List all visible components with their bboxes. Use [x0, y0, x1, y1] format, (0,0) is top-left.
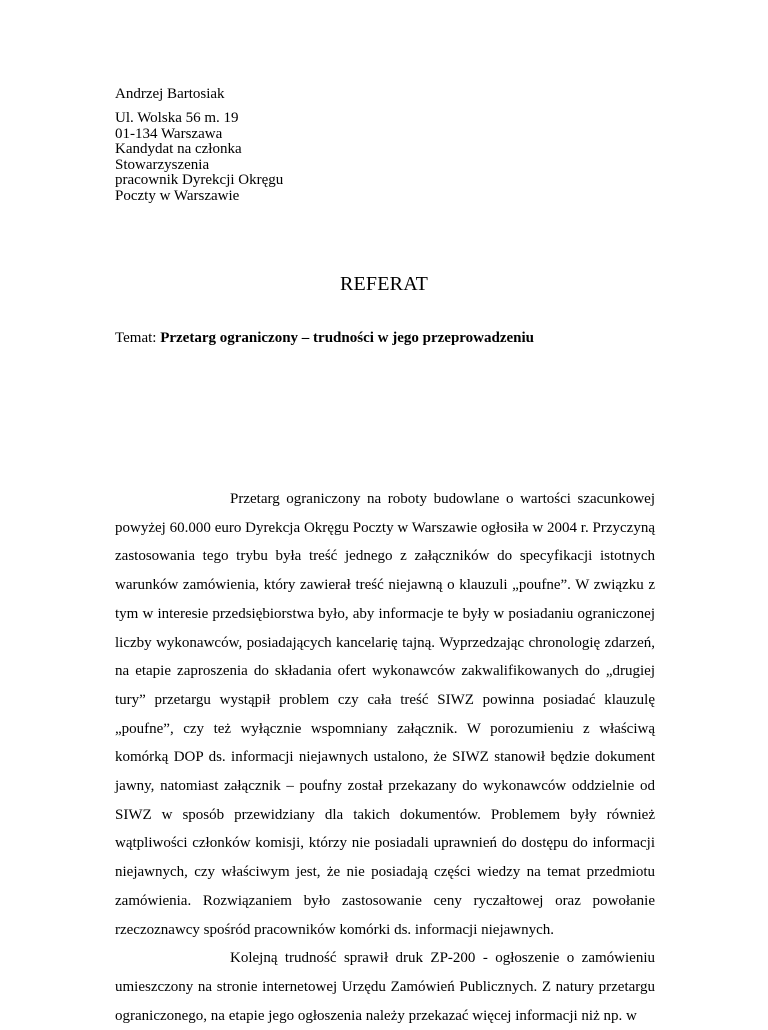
- address-line: Kandydat na członka: [115, 141, 242, 158]
- address-line: 01-134 Warszawa: [115, 125, 223, 142]
- body-text: [115, 485, 655, 1030]
- paragraph: Przetarg ograniczony na roboty budowlane o wartości szacunkowej powyżej 60.000 euro Dyrekcja Okręgu Poczty w Warszawie ogłosiła w 2004 r. Przyczyną zastosowania tego trybu była treść jednego z załączników do specyfikacji istotnych warunków zamówienia, który zawierał treść niejawną o klauzuli „poufne”. W związku z tym w interesie przedsiębiorstwa było, aby informacje te były w posiadaniu ograniczonej liczby wykonawców, posiadających kancelarię tajną. Wyprzedzając chronologię zdarzeń, na etapie zaproszenia do składania ofert wykonawców zakwalifikowanych do „drugiej tury” przetargu wystąpił problem czy cała treść SIWZ powinna posiadać klauzulę „poufne”, czy też wyłącznie wspomniany załącznik. W porozumieniu z właściwą komórką DOP ds. informacji niejawnych ustalono, że SIWZ stanowił będzie dokument jawny, natomiast załącznik – poufny został przekazany do wykonawców oddzielnie od SIWZ w sposób przewidziany dla takich dokumentów. Problemem były również wątpliwości członków komisji, którzy nie posiadali uprawnień do dostępu do informacji niejawnych, czy właściwym jest, że nie posiadają części wiedzy na temat przedmiotu zamówienia. Rozwiązaniem było zastosowanie ceny ryczałtowej oraz powołanie rzeczoznawcy spośród pracowników komórki ds. informacji niejawnych.: [115, 491, 655, 938]
- address-line: Poczty w Warszawie: [115, 187, 240, 204]
- address-line: pracownik Dyrekcji Okręgu: [115, 172, 284, 189]
- topic-text: Przetarg ograniczony – trudności w jego przeprowadzeniu: [160, 330, 535, 346]
- author-name: Andrzej Bartosiak: [115, 86, 225, 102]
- address-line: Ul. Wolska 56 m. 19: [115, 110, 239, 126]
- author-address-block: [115, 111, 283, 205]
- topic-line: [115, 330, 534, 347]
- document-title: REFERAT: [339, 273, 429, 295]
- paragraph: Kolejną trudność sprawił druk ZP-200 - ogłoszenie o zamówieniu umieszczony na stronie internetowej Urzędu Zamówień Publicznych. Z natury przetargu ograniczonego, na etapie jego ogłoszenia należy przekazać więcej informacji niż np. w: [115, 950, 655, 1024]
- address-line: Stowarzyszenia: [115, 156, 210, 173]
- topic-label: Temat:: [115, 330, 157, 346]
